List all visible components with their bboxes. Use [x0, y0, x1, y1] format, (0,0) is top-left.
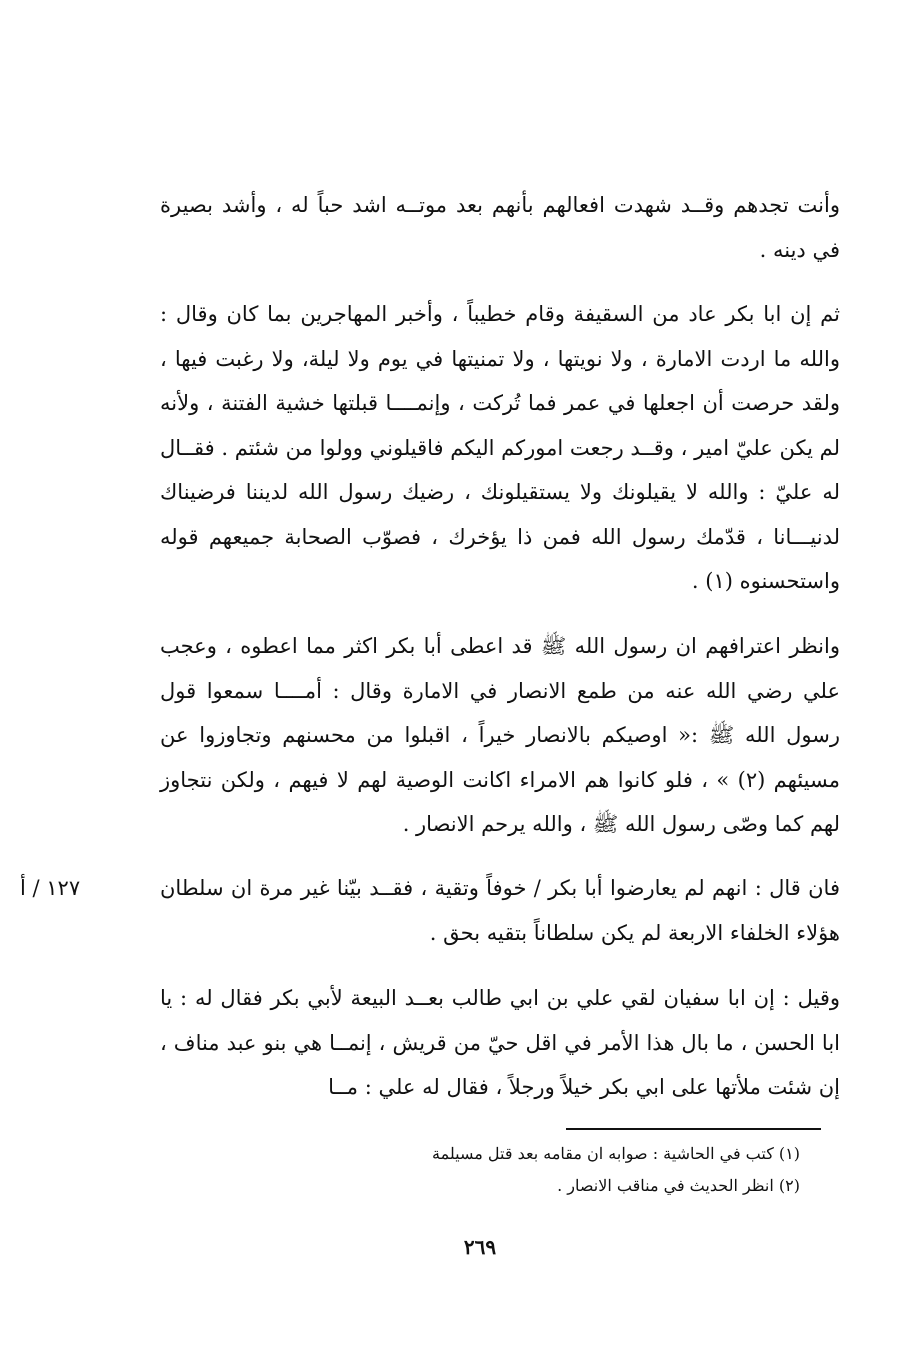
footnotes — [380, 1138, 800, 1202]
page-number: ٢٦٩ — [463, 1235, 497, 1259]
footnote-2: (٢) انظر الحديث في مناقب الانصار . — [557, 1176, 800, 1195]
paragraph-1: وأنت تجدهم وقــد شهدت افعالهم بأنهم بعد موتــه اشد حباً له ، وأشد بصيرة في دينه . — [160, 193, 840, 262]
manuscript-folio-marker: ١٢٧ / أ — [20, 876, 81, 900]
paragraph-4: فان قال : انهم لم يعارضوا أبا بكر / خوفاً وتقية ، فقــد بيّنا غير مرة ان سلطان هؤلاء الخلفاء الاربعة لم يكن سلطاناً بتقيه بحق . — [160, 876, 840, 945]
footnote-divider — [566, 1128, 821, 1130]
paragraph-5: وقيل : إن ابا سفيان لقي علي بن ابي طالب بعــد البيعة لأبي بكر فقال له : يا ابا الحسن ، ما بال هذا الأمر في اقل حيّ من قريش ، إنمــا هي بنو عبد مناف ، إن شئت ملأتها على ابي بكر خيلاً ورجلاً ، فقال له علي : مــا — [160, 986, 840, 1099]
footnote-1: (١) كتب في الحاشية : صوابه ان مقامه بعد قتل مسيلمة — [432, 1144, 800, 1163]
paragraph-2: ثم إن ابا بكر عاد من السقيفة وقام خطيباً ، وأخبر المهاجرين بما كان وقال : والله ما اردت الامارة ، ولا نويتها ، ولا تمنيتها في يوم ولا ليلة، ولا رغبت فيها ، ولقد حرصت أن اجعلها في عمر فما تُركت ، وإنمــــا قبلتها خشية الفتنة ، ولأنه لم يكن عليّ امير ، وقــد رجعت اموركم اليكم فاقيلوني وولوا من شئتم . فقــال له عليّ : والله لا يقيلونك ولا يستقيلونك ، رضيك رسول الله لديننا فرضيناك لدنيـــانا ، قدّمك رسول الله فمن ذا يؤخرك ، فصوّب الصحابة جميعهم قوله واستحسنوه (١) . — [160, 302, 840, 593]
paragraph-3: وانظر اعترافهم ان رسول الله ﷺ قد اعطى أبا بكر اكثر مما اعطوه ، وعجب علي رضي الله عنه من طمع الانصار في الامارة وقال : أمــــا سمعوا قول رسول الله ﷺ :« اوصيكم بالانصار خيراً ، اقبلوا من محسنهم وتجاوزوا عن مسيئهم (٢) » ، فلو كانوا هم الامراء اكانت الوصية لهم لا فيهم ، ولكن نتجاوز لهم كما وصّى رسول الله ﷺ ، والله يرحم الانصار . — [160, 634, 840, 836]
